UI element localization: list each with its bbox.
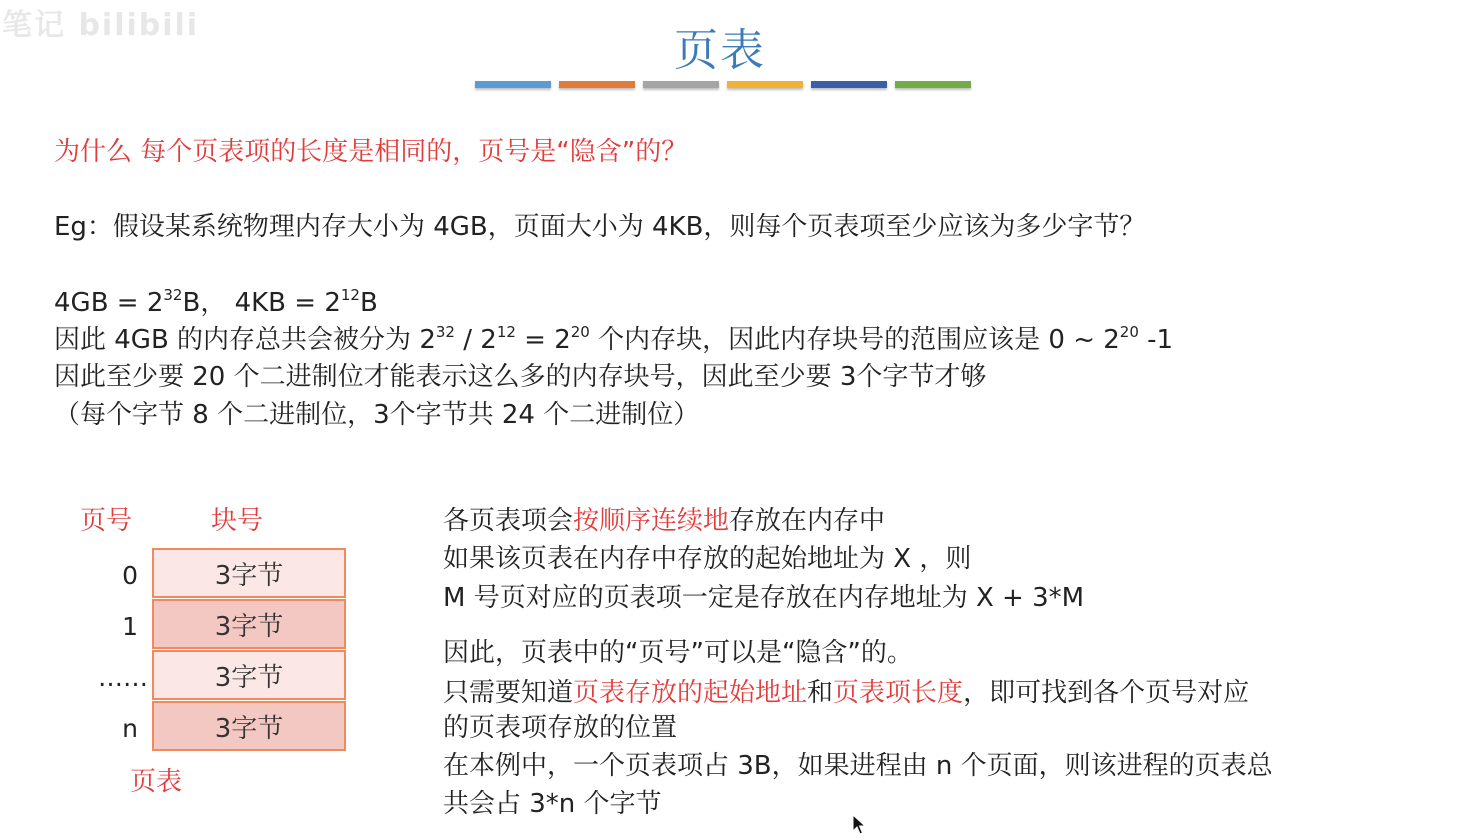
title-bar-5 <box>811 81 887 88</box>
explain-line-8: 共会占 3*n 个字节 <box>443 789 662 819</box>
calc-line-3: 因此至少要 20 个二进制位才能表示这么多的内存块号，因此至少要 3个字节才够 <box>54 362 987 392</box>
explain-line-2: 如果该页表在内存中存放的起始地址为 X ，则 <box>443 544 972 574</box>
table-row: 3字节 <box>152 701 346 751</box>
question-heading: 为什么 每个页表项的长度是相同的，页号是“隐含”的？ <box>54 137 688 167</box>
table-header-page-number: 页号 <box>80 506 133 536</box>
title-underline-bars <box>475 81 975 90</box>
table-row: 3字节 <box>152 650 346 700</box>
title-bar-1 <box>475 81 551 88</box>
table-row-index: 1 <box>122 612 138 641</box>
watermark: 笔记 bilibili <box>2 8 200 43</box>
explain-line-7: 在本例中，一个页表项占 3B，如果进程由 n 个页面，则该进程的页表总 <box>443 751 1273 781</box>
mouse-pointer-icon <box>852 814 866 836</box>
calc-line-1: $4GB = 2^{32}B$， $4KB = 2^{12}B$ <box>54 286 378 318</box>
explain-line-3: M 号页对应的页表项一定是存放在内存地址为 X + 3*M <box>443 583 1085 613</box>
table-row-index: …… <box>98 663 148 692</box>
example-question: Eg：假设某系统物理内存大小为 4GB，页面大小为 4KB，则每个页表项至少应该为多少字节？ <box>54 212 1146 242</box>
table-header-block-number: 块号 <box>211 506 264 536</box>
explain-line-4: 因此，页表中的“页号”可以是“隐含”的。 <box>443 638 913 668</box>
table-row: 3字节 <box>152 548 346 598</box>
explain-line-5: 只需要知道页表存放的起始地址和页表项长度，即可找到各个页号对应 <box>443 678 1250 708</box>
calc-line-4: （每个字节 8 个二进制位，3个字节共 24 个二进制位） <box>54 400 700 430</box>
calc-line-2: 因此 4GB 的内存总共会被分为 $2^{32} / 2^{12} = 2^{20}$ 个内存块，因此内存块号的范围应该是 0 ~ $2^{20}$ -1 <box>54 323 1174 355</box>
table-caption: 页表 <box>130 767 183 797</box>
title-bar-2 <box>559 81 635 88</box>
title-bar-4 <box>727 81 803 88</box>
explain-line-1: 各页表项会按顺序连续地存放在内存中 <box>443 506 886 536</box>
table-row: 3字节 <box>152 599 346 649</box>
title-bar-3 <box>643 81 719 88</box>
explain-line-6: 的页表项存放的位置 <box>443 713 678 743</box>
title-bar-6 <box>895 81 971 88</box>
table-row-index: n <box>122 714 138 743</box>
slide-title: 页表 <box>674 25 766 76</box>
table-row-index: 0 <box>122 561 138 590</box>
